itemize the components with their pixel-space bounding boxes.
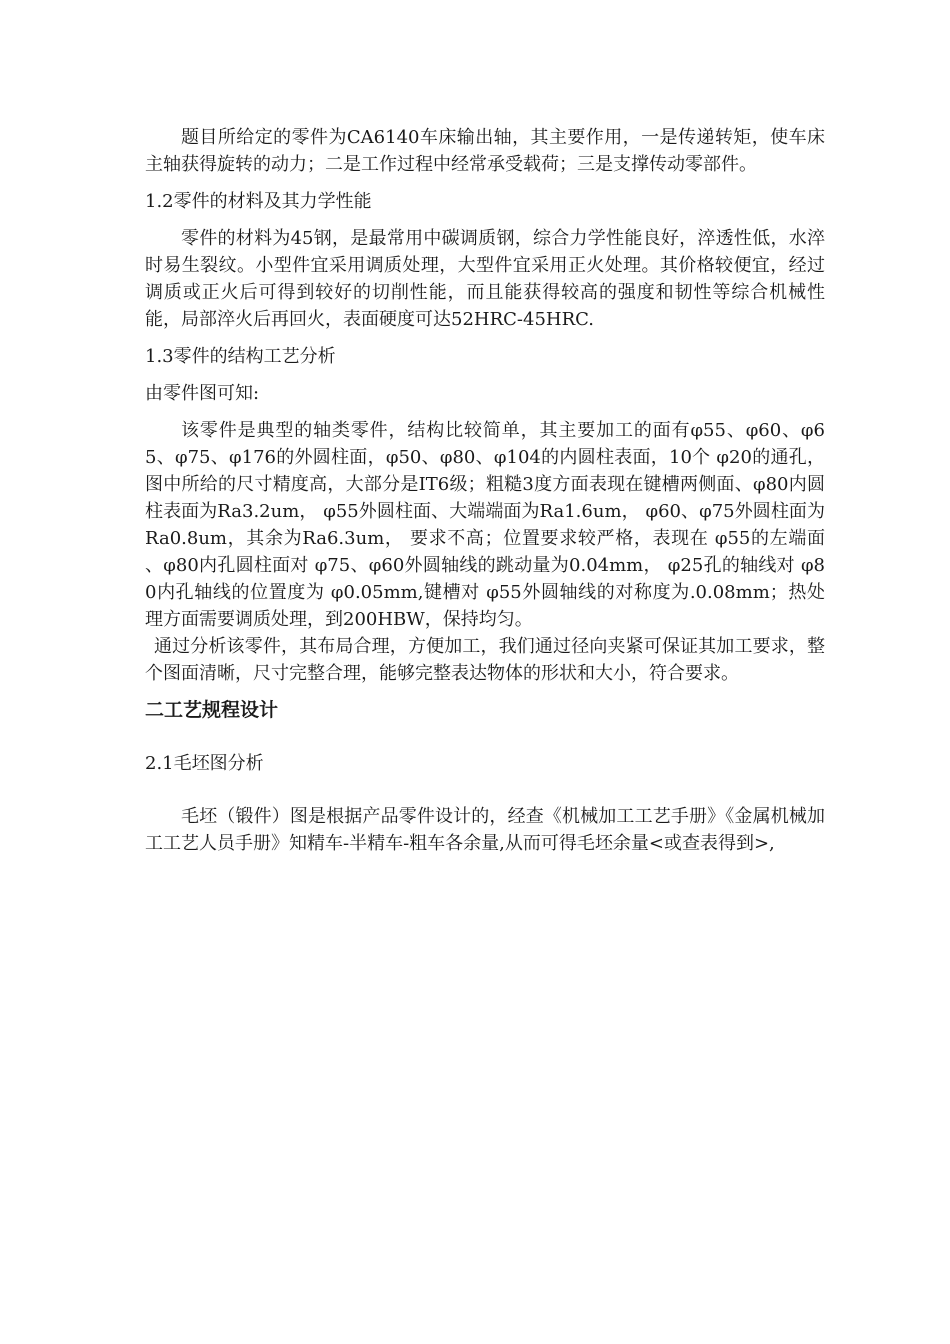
paragraph-material: 零件的材料为45钢，是最常用中碳调质钢，综合力学性能良好，淬透性低，水淬时易生裂纹。小型件宜采用调质处理，大型件宜采用正火处理。其价格较便宜，经过调质或正火后可得到较好的切削性能，而且能获得较高的强度和韧性等综合机械性能，局部淬火后再回火，表面硬度可达52HRC-45HRC. <box>145 228 825 330</box>
spacer <box>145 407 825 417</box>
heading-2-process-design: 二工艺规程设计 <box>145 699 279 721</box>
spacer <box>145 333 825 343</box>
paragraph-blank: 毛坯（锻件）图是根据产品零件设计的，经查《机械加工工艺手册》《金属机械加工工艺人员手册》知精车-半精车-粗车各余量,从而可得毛坯余量<或查表得到>, <box>145 806 825 854</box>
spacer <box>145 370 825 380</box>
heading-2-1-blank: 2.1毛坯图分析 <box>145 753 264 774</box>
paragraph-function: 题目所给定的零件为CA6140车床输出轴，其主要作用，一是传递转矩，使车床主轴获得旋转的动力；二是工作过程中经常承受载荷；三是支撑传动零部件。 <box>145 127 825 175</box>
spacer <box>145 724 825 750</box>
heading-1-3-structure: 1.3零件的结构工艺分析 <box>145 346 336 367</box>
spacer <box>145 777 825 803</box>
intro-line: 由零件图可知: <box>145 383 260 404</box>
spacer <box>145 178 825 188</box>
spacer <box>145 215 825 225</box>
paragraph-conclusion: 通过分析该零件，其布局合理，方便加工，我们通过径向夹紧可保证其加工要求，整个图面清晰，尺寸完整合理，能够完整表达物体的形状和大小，符合要求。 <box>145 636 825 684</box>
document-body <box>145 124 825 857</box>
paragraph-structure: 该零件是典型的轴类零件，结构比较简单，其主要加工的面有φ55、φ60、φ65、φ75、φ176的外圆柱面，φ50、φ80、φ104的内圆柱表面，10个 φ20的通孔，图中所给的尺寸精度高，大部分是IT6级；粗糙3度方面表现在键槽两侧面、φ80内圆柱表面为Ra3.2um， φ55外圆柱面、大端端面为Ra1.6um， φ60、φ75外圆柱面为Ra0.8um，其余为Ra6.3um， 要求不高；位置要求较严格，表现在 φ55的左端面 、φ80内孔圆柱面对 φ75、φ60外圆轴线的跳动量为0.04mm， φ25孔的轴线对 φ80内孔轴线的位置度为 φ0.05mm,键槽对 φ55外圆轴线的对称度为.0.08mm；热处理方面需要调质处理，到200HBW，保持均匀。 <box>145 420 825 630</box>
spacer <box>145 687 825 697</box>
heading-1-2-material: 1.2零件的材料及其力学性能 <box>145 191 372 212</box>
